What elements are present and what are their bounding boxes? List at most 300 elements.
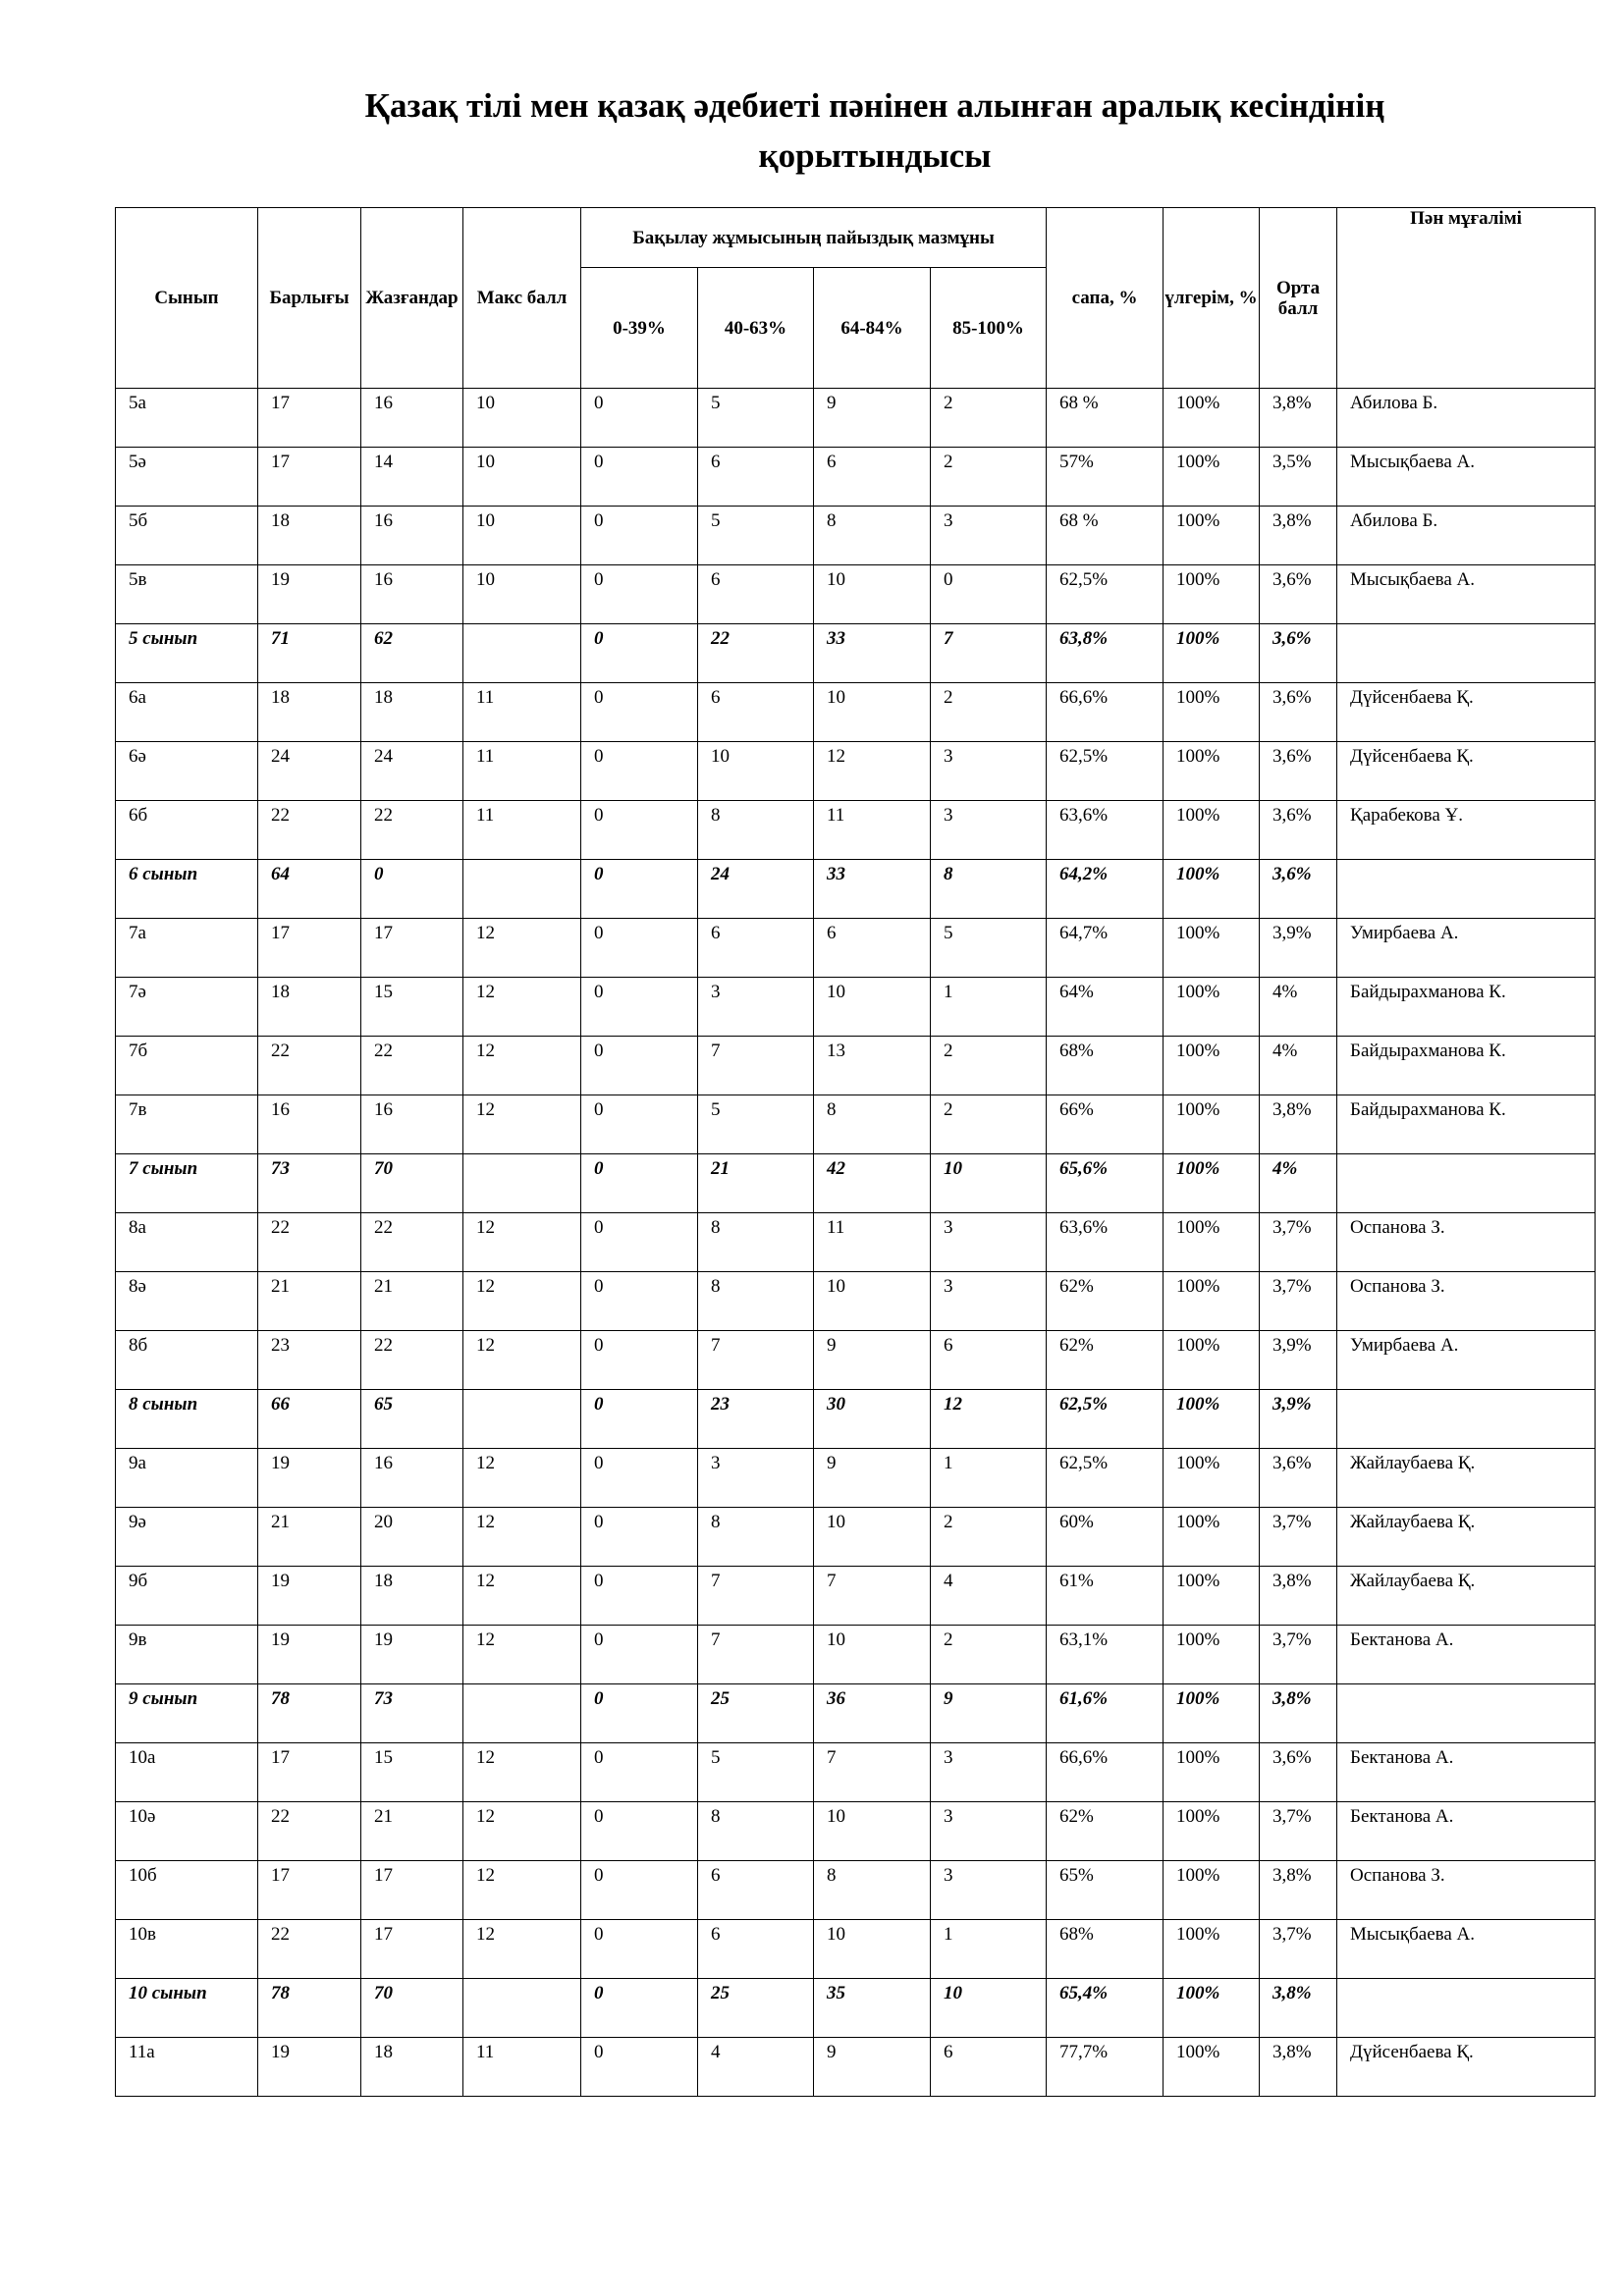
summary-row — [116, 1979, 1596, 2038]
cell-range-40-63: 5 — [698, 1743, 814, 1802]
cell-quality: 68% — [1047, 1037, 1164, 1095]
cell-teacher — [1337, 1684, 1596, 1743]
cell-range-85-100: 1 — [931, 1449, 1047, 1508]
cell-total: 21 — [258, 1508, 361, 1567]
cell-teacher: Умирбаева А. — [1337, 919, 1596, 978]
cell-class: 9 сынып — [116, 1684, 258, 1743]
cell-total: 22 — [258, 1037, 361, 1095]
cell-range-85-100: 2 — [931, 389, 1047, 448]
cell-teacher: Оспанова З. — [1337, 1861, 1596, 1920]
table-row — [116, 2038, 1596, 2097]
cell-range-85-100: 9 — [931, 1684, 1047, 1743]
cell-teacher: Жайлаубаева Қ. — [1337, 1567, 1596, 1626]
cell-range-85-100: 5 — [931, 919, 1047, 978]
cell-range-0-39: 0 — [581, 1037, 698, 1095]
cell-quality: 63,8% — [1047, 624, 1164, 683]
header-range-85-100: 85-100% — [931, 268, 1047, 389]
cell-range-0-39: 0 — [581, 1272, 698, 1331]
cell-range-0-39: 0 — [581, 448, 698, 507]
cell-teacher: Абилова Б. — [1337, 507, 1596, 565]
cell-total: 78 — [258, 1684, 361, 1743]
cell-avg-score: 3,8% — [1260, 1095, 1337, 1154]
cell-wrote: 22 — [361, 1037, 463, 1095]
cell-max-score: 12 — [463, 1920, 581, 1979]
cell-total: 19 — [258, 2038, 361, 2097]
cell-max-score: 12 — [463, 1331, 581, 1390]
cell-wrote: 18 — [361, 1567, 463, 1626]
cell-range-64-84: 36 — [814, 1684, 931, 1743]
cell-quality: 65,6% — [1047, 1154, 1164, 1213]
cell-max-score: 10 — [463, 565, 581, 624]
cell-success: 100% — [1164, 1272, 1260, 1331]
cell-range-85-100: 4 — [931, 1567, 1047, 1626]
cell-range-40-63: 7 — [698, 1567, 814, 1626]
cell-wrote: 73 — [361, 1684, 463, 1743]
cell-range-0-39: 0 — [581, 1390, 698, 1449]
cell-range-85-100: 6 — [931, 2038, 1047, 2097]
cell-avg-score: 3,7% — [1260, 1802, 1337, 1861]
cell-success: 100% — [1164, 1802, 1260, 1861]
cell-max-score: 12 — [463, 1626, 581, 1684]
summary-row — [116, 1154, 1596, 1213]
cell-range-0-39: 0 — [581, 1331, 698, 1390]
cell-avg-score: 3,7% — [1260, 1920, 1337, 1979]
table-row — [116, 1331, 1596, 1390]
cell-range-40-63: 7 — [698, 1331, 814, 1390]
cell-range-64-84: 33 — [814, 860, 931, 919]
cell-max-score: 11 — [463, 801, 581, 860]
cell-wrote: 21 — [361, 1802, 463, 1861]
cell-range-64-84: 10 — [814, 1626, 931, 1684]
cell-avg-score: 3,7% — [1260, 1272, 1337, 1331]
cell-teacher — [1337, 1979, 1596, 2038]
cell-class: 5 сынып — [116, 624, 258, 683]
cell-teacher: Жайлаубаева Қ. — [1337, 1508, 1596, 1567]
cell-range-40-63: 3 — [698, 1449, 814, 1508]
cell-teacher — [1337, 860, 1596, 919]
cell-avg-score: 3,8% — [1260, 2038, 1337, 2097]
cell-range-0-39: 0 — [581, 919, 698, 978]
cell-range-64-84: 10 — [814, 1802, 931, 1861]
cell-range-85-100: 2 — [931, 1508, 1047, 1567]
cell-quality: 62,5% — [1047, 742, 1164, 801]
cell-range-0-39: 0 — [581, 507, 698, 565]
cell-range-40-63: 8 — [698, 801, 814, 860]
summary-row — [116, 1390, 1596, 1449]
cell-avg-score: 4% — [1260, 978, 1337, 1037]
title-line-2: қорытындысы — [758, 136, 992, 175]
cell-range-40-63: 5 — [698, 507, 814, 565]
cell-quality: 68 % — [1047, 507, 1164, 565]
cell-class: 5а — [116, 389, 258, 448]
cell-total: 22 — [258, 1802, 361, 1861]
cell-range-40-63: 23 — [698, 1390, 814, 1449]
cell-success: 100% — [1164, 624, 1260, 683]
cell-wrote: 18 — [361, 2038, 463, 2097]
cell-max-score — [463, 1390, 581, 1449]
table-row — [116, 448, 1596, 507]
cell-max-score: 12 — [463, 1802, 581, 1861]
cell-teacher: Дүйсенбаева Қ. — [1337, 683, 1596, 742]
cell-max-score: 10 — [463, 507, 581, 565]
table-row — [116, 1037, 1596, 1095]
cell-range-85-100: 3 — [931, 1861, 1047, 1920]
cell-quality: 68 % — [1047, 389, 1164, 448]
cell-range-64-84: 8 — [814, 1861, 931, 1920]
cell-total: 21 — [258, 1272, 361, 1331]
cell-avg-score: 3,6% — [1260, 683, 1337, 742]
cell-wrote: 0 — [361, 860, 463, 919]
cell-max-score — [463, 624, 581, 683]
cell-range-85-100: 3 — [931, 742, 1047, 801]
cell-avg-score: 3,6% — [1260, 742, 1337, 801]
cell-avg-score: 3,8% — [1260, 1861, 1337, 1920]
cell-max-score: 12 — [463, 1567, 581, 1626]
cell-total: 66 — [258, 1390, 361, 1449]
cell-range-0-39: 0 — [581, 683, 698, 742]
cell-teacher — [1337, 1154, 1596, 1213]
cell-success: 100% — [1164, 565, 1260, 624]
cell-class: 8б — [116, 1331, 258, 1390]
cell-class: 8а — [116, 1213, 258, 1272]
cell-range-85-100: 2 — [931, 448, 1047, 507]
header-max-score: Макс балл — [463, 208, 581, 389]
cell-success: 100% — [1164, 1095, 1260, 1154]
table-row — [116, 389, 1596, 448]
cell-wrote: 14 — [361, 448, 463, 507]
cell-max-score: 11 — [463, 683, 581, 742]
cell-range-64-84: 8 — [814, 507, 931, 565]
summary-row — [116, 1684, 1596, 1743]
cell-class: 5б — [116, 507, 258, 565]
cell-avg-score: 3,5% — [1260, 448, 1337, 507]
cell-range-0-39: 0 — [581, 1567, 698, 1626]
cell-range-40-63: 24 — [698, 860, 814, 919]
cell-wrote: 16 — [361, 1095, 463, 1154]
cell-range-40-63: 25 — [698, 1979, 814, 2038]
table-row — [116, 1272, 1596, 1331]
cell-avg-score: 3,6% — [1260, 1449, 1337, 1508]
cell-success: 100% — [1164, 1390, 1260, 1449]
cell-range-85-100: 2 — [931, 1626, 1047, 1684]
cell-class: 9ә — [116, 1508, 258, 1567]
cell-range-64-84: 6 — [814, 448, 931, 507]
cell-total: 17 — [258, 919, 361, 978]
cell-range-0-39: 0 — [581, 1861, 698, 1920]
cell-range-85-100: 2 — [931, 1037, 1047, 1095]
cell-quality: 60% — [1047, 1508, 1164, 1567]
cell-range-0-39: 0 — [581, 1743, 698, 1802]
cell-success: 100% — [1164, 1979, 1260, 2038]
cell-avg-score: 3,7% — [1260, 1213, 1337, 1272]
cell-total: 17 — [258, 389, 361, 448]
cell-range-40-63: 8 — [698, 1802, 814, 1861]
table-row — [116, 978, 1596, 1037]
cell-max-score: 10 — [463, 448, 581, 507]
cell-range-85-100: 1 — [931, 978, 1047, 1037]
cell-quality: 62% — [1047, 1802, 1164, 1861]
cell-max-score — [463, 1979, 581, 2038]
cell-wrote: 17 — [361, 919, 463, 978]
cell-teacher: Мысықбаева А. — [1337, 565, 1596, 624]
cell-quality: 65,4% — [1047, 1979, 1164, 2038]
cell-total: 22 — [258, 1213, 361, 1272]
cell-quality: 63,6% — [1047, 1213, 1164, 1272]
cell-teacher: Қарабекова Ұ. — [1337, 801, 1596, 860]
cell-wrote: 16 — [361, 389, 463, 448]
table-row — [116, 801, 1596, 860]
cell-total: 71 — [258, 624, 361, 683]
cell-total: 19 — [258, 565, 361, 624]
cell-range-0-39: 0 — [581, 1979, 698, 2038]
cell-wrote: 17 — [361, 1861, 463, 1920]
cell-success: 100% — [1164, 1037, 1260, 1095]
table-row — [116, 1449, 1596, 1508]
cell-success: 100% — [1164, 1920, 1260, 1979]
cell-teacher: Бектанова А. — [1337, 1743, 1596, 1802]
cell-range-40-63: 3 — [698, 978, 814, 1037]
cell-range-40-63: 22 — [698, 624, 814, 683]
cell-range-64-84: 10 — [814, 565, 931, 624]
cell-total: 22 — [258, 801, 361, 860]
cell-quality: 62% — [1047, 1331, 1164, 1390]
table-row — [116, 1213, 1596, 1272]
cell-range-0-39: 0 — [581, 1213, 698, 1272]
cell-teacher: Мысықбаева А. — [1337, 448, 1596, 507]
cell-quality: 66,6% — [1047, 683, 1164, 742]
header-percent-group: Бақылау жұмысының пайыздық мазмұны — [581, 208, 1047, 268]
cell-avg-score: 3,8% — [1260, 1684, 1337, 1743]
cell-teacher: Байдырахманова К. — [1337, 978, 1596, 1037]
cell-class: 7в — [116, 1095, 258, 1154]
header-class: Сынып — [116, 208, 258, 389]
table-row — [116, 507, 1596, 565]
cell-range-85-100: 3 — [931, 1802, 1047, 1861]
cell-wrote: 21 — [361, 1272, 463, 1331]
cell-avg-score: 3,7% — [1260, 1626, 1337, 1684]
table-row — [116, 1920, 1596, 1979]
cell-total: 18 — [258, 683, 361, 742]
cell-wrote: 22 — [361, 1331, 463, 1390]
cell-range-40-63: 6 — [698, 565, 814, 624]
cell-range-40-63: 8 — [698, 1213, 814, 1272]
cell-max-score — [463, 1154, 581, 1213]
cell-class: 7ә — [116, 978, 258, 1037]
cell-range-0-39: 0 — [581, 389, 698, 448]
cell-range-0-39: 0 — [581, 742, 698, 801]
cell-class: 9а — [116, 1449, 258, 1508]
cell-max-score: 12 — [463, 1095, 581, 1154]
cell-range-40-63: 6 — [698, 448, 814, 507]
cell-teacher: Мысықбаева А. — [1337, 1920, 1596, 1979]
cell-avg-score: 3,8% — [1260, 507, 1337, 565]
cell-range-0-39: 0 — [581, 1802, 698, 1861]
cell-wrote: 62 — [361, 624, 463, 683]
cell-wrote: 70 — [361, 1154, 463, 1213]
cell-class: 10а — [116, 1743, 258, 1802]
cell-total: 19 — [258, 1567, 361, 1626]
cell-total: 17 — [258, 1743, 361, 1802]
cell-avg-score: 3,8% — [1260, 389, 1337, 448]
cell-range-64-84: 12 — [814, 742, 931, 801]
cell-range-0-39: 0 — [581, 565, 698, 624]
table-row — [116, 1861, 1596, 1920]
cell-avg-score: 4% — [1260, 1154, 1337, 1213]
table-row — [116, 742, 1596, 801]
cell-avg-score: 3,9% — [1260, 1331, 1337, 1390]
cell-class: 9б — [116, 1567, 258, 1626]
header-wrote: Жазғандар — [361, 208, 463, 389]
summary-row — [116, 860, 1596, 919]
table-body — [116, 389, 1596, 2097]
cell-max-score: 12 — [463, 1508, 581, 1567]
cell-class: 6ә — [116, 742, 258, 801]
cell-success: 100% — [1164, 448, 1260, 507]
cell-wrote: 24 — [361, 742, 463, 801]
cell-teacher — [1337, 624, 1596, 683]
cell-max-score: 12 — [463, 1272, 581, 1331]
cell-range-0-39: 0 — [581, 860, 698, 919]
cell-class: 9в — [116, 1626, 258, 1684]
cell-range-64-84: 10 — [814, 1920, 931, 1979]
cell-quality: 77,7% — [1047, 2038, 1164, 2097]
cell-range-40-63: 6 — [698, 919, 814, 978]
cell-quality: 68% — [1047, 1920, 1164, 1979]
cell-max-score: 12 — [463, 1449, 581, 1508]
table-row — [116, 919, 1596, 978]
cell-class: 10 сынып — [116, 1979, 258, 2038]
cell-range-85-100: 6 — [931, 1331, 1047, 1390]
cell-range-0-39: 0 — [581, 1626, 698, 1684]
header-quality: сапа, % — [1047, 208, 1164, 389]
cell-quality: 64,7% — [1047, 919, 1164, 978]
cell-wrote: 15 — [361, 1743, 463, 1802]
cell-range-64-84: 10 — [814, 1508, 931, 1567]
cell-range-85-100: 10 — [931, 1979, 1047, 2038]
cell-class: 5в — [116, 565, 258, 624]
cell-range-64-84: 13 — [814, 1037, 931, 1095]
cell-avg-score: 3,6% — [1260, 860, 1337, 919]
cell-total: 22 — [258, 1920, 361, 1979]
cell-range-64-84: 30 — [814, 1390, 931, 1449]
cell-avg-score: 3,9% — [1260, 919, 1337, 978]
cell-wrote: 22 — [361, 1213, 463, 1272]
cell-range-64-84: 7 — [814, 1743, 931, 1802]
cell-wrote: 17 — [361, 1920, 463, 1979]
cell-max-score: 12 — [463, 919, 581, 978]
cell-max-score: 12 — [463, 1213, 581, 1272]
cell-range-64-84: 11 — [814, 801, 931, 860]
cell-range-85-100: 3 — [931, 1272, 1047, 1331]
cell-range-40-63: 6 — [698, 1861, 814, 1920]
cell-range-40-63: 6 — [698, 683, 814, 742]
cell-total: 17 — [258, 1861, 361, 1920]
document-title — [0, 80, 1624, 181]
cell-range-85-100: 3 — [931, 507, 1047, 565]
cell-range-64-84: 10 — [814, 1272, 931, 1331]
header-teacher: Пән мұғалімі — [1337, 208, 1596, 389]
cell-class: 10б — [116, 1861, 258, 1920]
cell-total: 18 — [258, 507, 361, 565]
cell-range-0-39: 0 — [581, 1095, 698, 1154]
cell-teacher: Бектанова А. — [1337, 1626, 1596, 1684]
cell-quality: 63,6% — [1047, 801, 1164, 860]
cell-range-0-39: 0 — [581, 978, 698, 1037]
cell-range-85-100: 3 — [931, 1213, 1047, 1272]
table-row — [116, 1626, 1596, 1684]
cell-range-0-39: 0 — [581, 2038, 698, 2097]
cell-range-64-84: 9 — [814, 1331, 931, 1390]
cell-success: 100% — [1164, 1743, 1260, 1802]
cell-range-40-63: 5 — [698, 389, 814, 448]
cell-range-0-39: 0 — [581, 624, 698, 683]
cell-class: 8 сынып — [116, 1390, 258, 1449]
cell-range-40-63: 21 — [698, 1154, 814, 1213]
cell-teacher: Оспанова З. — [1337, 1272, 1596, 1331]
table-row — [116, 1095, 1596, 1154]
cell-class: 11а — [116, 2038, 258, 2097]
cell-range-64-84: 6 — [814, 919, 931, 978]
cell-range-64-84: 11 — [814, 1213, 931, 1272]
cell-teacher: Оспанова З. — [1337, 1213, 1596, 1272]
cell-total: 16 — [258, 1095, 361, 1154]
header-range-64-84: 64-84% — [814, 268, 931, 389]
cell-teacher: Умирбаева А. — [1337, 1331, 1596, 1390]
cell-success: 100% — [1164, 1213, 1260, 1272]
cell-wrote: 16 — [361, 507, 463, 565]
cell-quality: 66% — [1047, 1095, 1164, 1154]
cell-total: 78 — [258, 1979, 361, 2038]
cell-teacher: Бектанова А. — [1337, 1802, 1596, 1861]
cell-max-score: 10 — [463, 389, 581, 448]
cell-class: 6а — [116, 683, 258, 742]
cell-range-64-84: 33 — [814, 624, 931, 683]
cell-range-64-84: 42 — [814, 1154, 931, 1213]
cell-range-40-63: 25 — [698, 1684, 814, 1743]
cell-class: 7б — [116, 1037, 258, 1095]
cell-range-0-39: 0 — [581, 801, 698, 860]
cell-teacher: Байдырахманова К. — [1337, 1095, 1596, 1154]
cell-wrote: 22 — [361, 801, 463, 860]
cell-success: 100% — [1164, 742, 1260, 801]
cell-success: 100% — [1164, 1684, 1260, 1743]
cell-wrote: 16 — [361, 1449, 463, 1508]
cell-range-85-100: 1 — [931, 1920, 1047, 1979]
header-range-40-63: 40-63% — [698, 268, 814, 389]
cell-quality: 64% — [1047, 978, 1164, 1037]
cell-class: 7а — [116, 919, 258, 978]
cell-total: 64 — [258, 860, 361, 919]
summary-row — [116, 624, 1596, 683]
cell-range-64-84: 35 — [814, 1979, 931, 2038]
cell-range-40-63: 4 — [698, 2038, 814, 2097]
cell-range-64-84: 9 — [814, 2038, 931, 2097]
cell-avg-score: 3,6% — [1260, 565, 1337, 624]
cell-quality: 65% — [1047, 1861, 1164, 1920]
cell-wrote: 70 — [361, 1979, 463, 2038]
cell-total: 24 — [258, 742, 361, 801]
cell-range-0-39: 0 — [581, 1508, 698, 1567]
results-table — [115, 207, 1596, 2097]
cell-quality: 64,2% — [1047, 860, 1164, 919]
cell-max-score: 12 — [463, 978, 581, 1037]
table-row — [116, 1508, 1596, 1567]
cell-class: 10в — [116, 1920, 258, 1979]
cell-success: 100% — [1164, 1154, 1260, 1213]
cell-total: 18 — [258, 978, 361, 1037]
cell-wrote: 18 — [361, 683, 463, 742]
cell-quality: 62,5% — [1047, 565, 1164, 624]
